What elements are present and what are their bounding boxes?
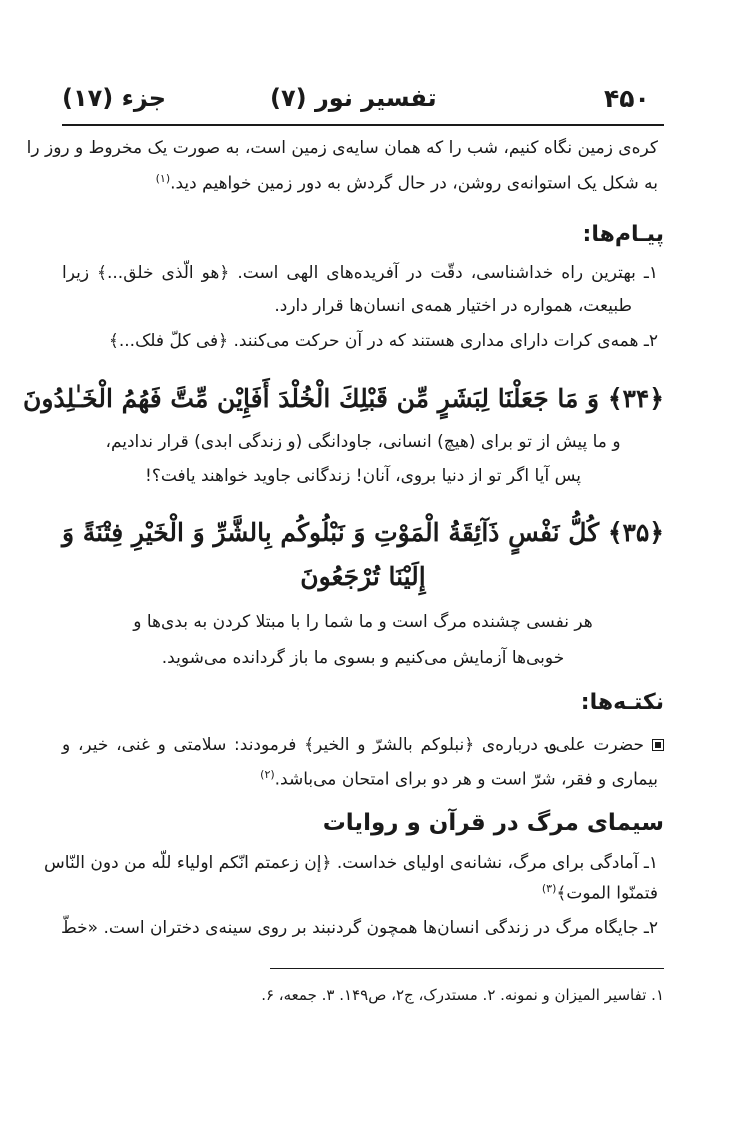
running-title: تفسیر نور (۷) xyxy=(270,84,437,112)
verse-35-text-line-1: ﴿۳۵﴾ كُلُّ نَفْسٍ ذَآئِقَةُ الْمَوْتِ وَ نَبْلُوكُم بِالشَّرِّ وَ الْخَيْرِ فِتْنَةً وَ xyxy=(62,518,664,547)
verse-35-translation-line-2: خوبی‌ها آزمایش می‌کنیم و بسوی ما باز گردانده می‌شوید. xyxy=(161,648,565,668)
footnote-ref-3: (۳) xyxy=(541,882,557,895)
note-line-1-text: حضرت علی؈ درباره‌ی ﴿نبلوكم بالشرّ و الخير﴾ فرمودند: سلامتی و غنی، خیر، و xyxy=(62,735,644,755)
message-1-line-2: طبیعت، همواره در اختیار همه‌ی انسان‌ها قرار دارد. xyxy=(274,296,632,316)
page-number: ۴۵۰ xyxy=(604,84,650,113)
header-divider xyxy=(62,124,664,126)
intro-line-2 xyxy=(156,172,658,194)
footnote-ref-2: (۲) xyxy=(260,768,275,781)
section-item-2-line-1: ۲ـ جایگاه مرگ در زندگی انسان‌ها همچون گردنبند بر روی سینه‌ی دختران است. «خطّ xyxy=(61,918,658,938)
section-item-1-line-2-text: فتمنّوا الموت﴾ xyxy=(556,883,658,904)
note-line-2-text: بیماری و فقر، شرّ است و هر دو برای امتحان می‌باشد. xyxy=(274,769,658,790)
messages-heading: پیـام‌ها: xyxy=(582,222,664,247)
part-label: جزء (۱۷) xyxy=(62,84,167,112)
section-heading: سیمای مرگ در قرآن و روایات xyxy=(322,810,664,836)
message-1-line-1: ۱ـ بهترین راه خداشناسی، دقّت در آفریده‌های الهی است. ﴿هو الّذی خلق...﴾ زیرا xyxy=(62,263,658,283)
intro-line-2-text: به شکل یک استوانه‌ی روشن، در حال گردش به دور زمین خواهیم دید. xyxy=(170,173,658,194)
intro-line-1: کره‌ی زمین نگاه کنیم، شب را که همان سایه‌ی زمین است، به صورت یک مخروط و روز را xyxy=(26,138,658,158)
verse-35-text-line-2: إِلَيْنَا تُرْجَعُونَ xyxy=(300,562,426,591)
note-line-1 xyxy=(62,734,664,755)
notes-heading: نکتـه‌ها: xyxy=(580,690,664,715)
verse-35-translation-line-1: هر نفسی چشنده مرگ است و ما شما را با مبتلا کردن به بدی‌ها و xyxy=(133,612,593,632)
verse-34-text: ﴿۳۴﴾ وَ مَا جَعَلْنَا لِبَشَرٍ مِّن قَبْلِكَ الْخُلْدَ أَفَإِيْن مِّتَّ فَهُمُ الْخَـٰلِدُونَ xyxy=(23,384,664,413)
square-bullet-icon xyxy=(652,739,664,751)
section-item-1-line-2 xyxy=(542,882,658,904)
footnote-ref-1: (۱) xyxy=(155,172,171,185)
footnotes: ۱. تفاسیر المیزان و نمونه. ۲. مستدرک، ج۲، ص۱۴۹. ۳. جمعه، ۶. xyxy=(261,986,664,1004)
verse-34-translation-line-2: پس آیا اگر تو از دنیا بروی، آنان! زندگانی جاوید خواهند یافت؟! xyxy=(145,466,581,486)
footnote-divider xyxy=(270,968,664,969)
message-2: ۲ـ همه‌ی کرات دارای مداری هستند که در آن حرکت می‌کنند. ﴿فی کلّ فلک...﴾ xyxy=(108,331,658,351)
section-item-1-line-1: ۱ـ آمادگی برای مرگ، نشانه‌ی اولیای خداست. ﴿إن زعمتم انّكم اولياء للّه من دون النّاس xyxy=(44,853,658,873)
verse-34-translation-line-1: و ما پیش از تو برای (هیچ) انسانی، جاودانگی (و زندگی ابدی) قرار نداديم، xyxy=(105,432,621,452)
note-line-2 xyxy=(260,768,658,790)
